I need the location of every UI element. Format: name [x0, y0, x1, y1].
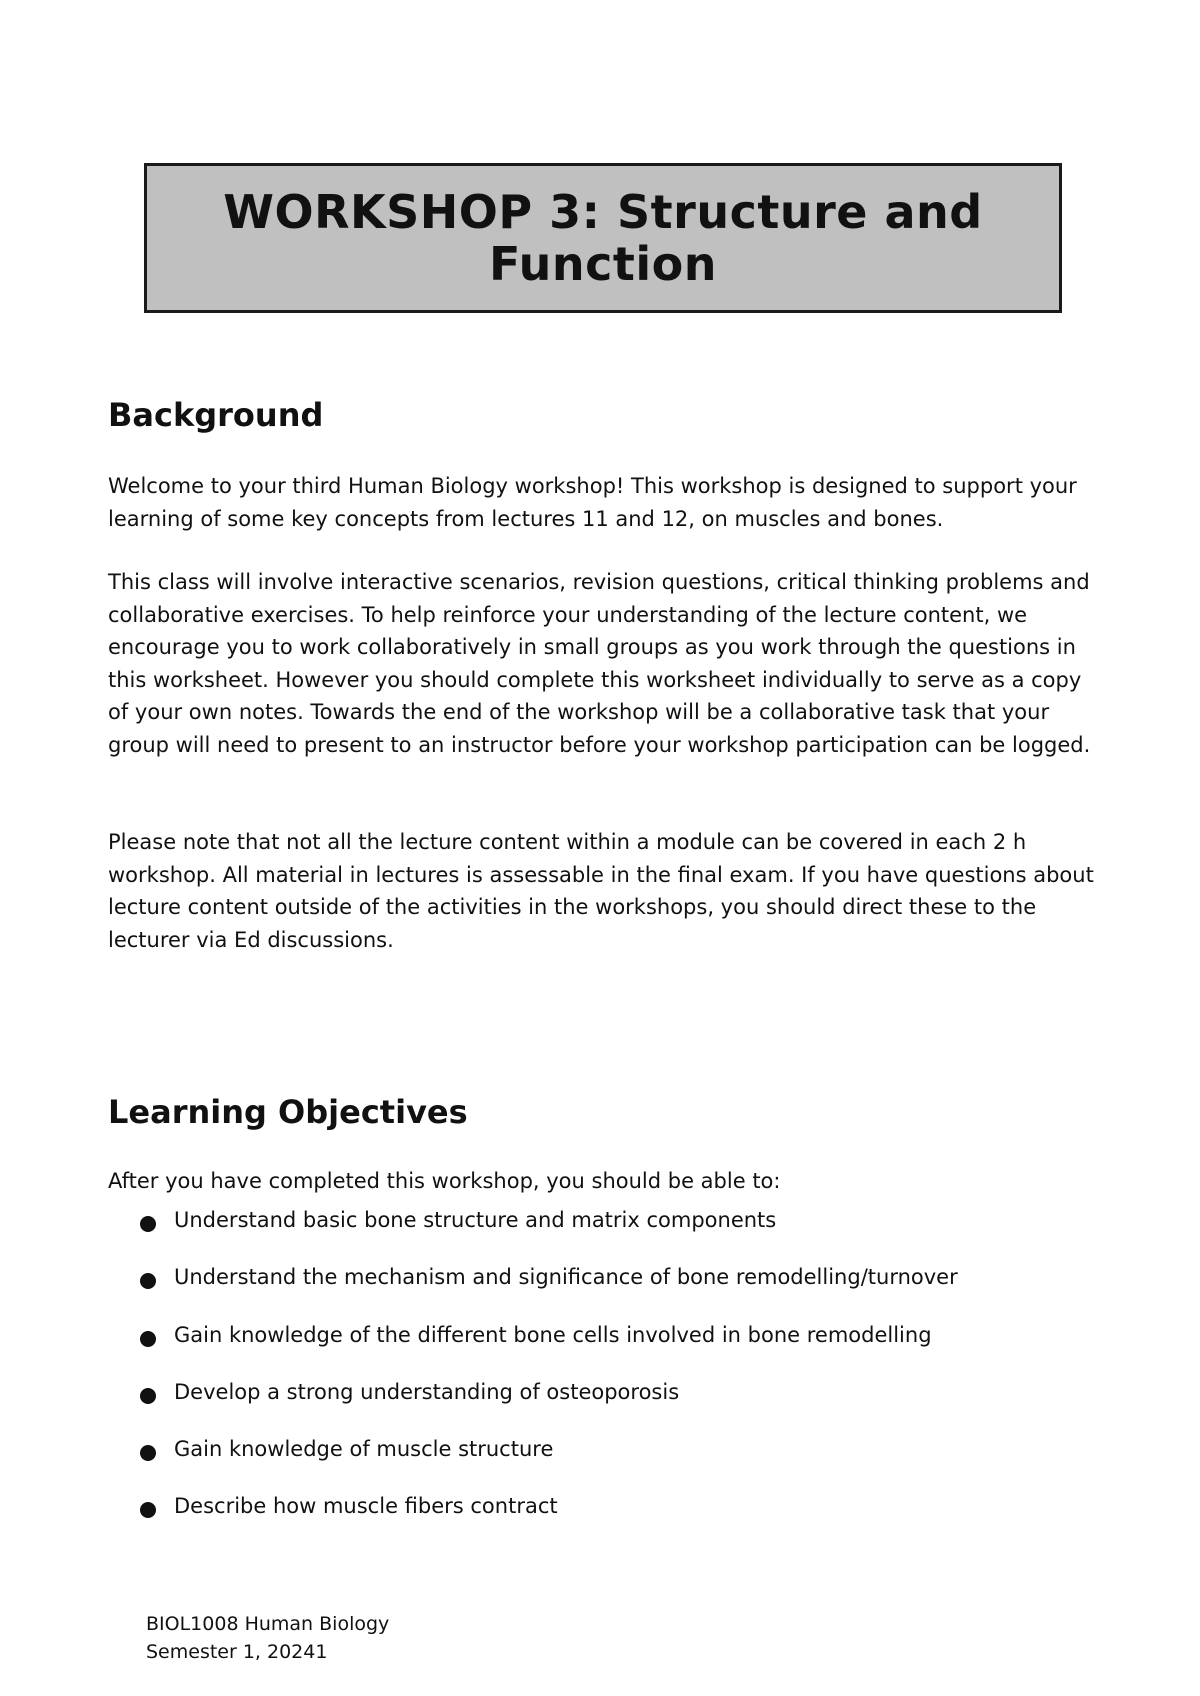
objective-text: Understand the mechanism and significance of bone remodelling/turnover [174, 1265, 958, 1290]
list-item [140, 1319, 958, 1376]
learning-objectives-heading: Learning Objectives [108, 1093, 468, 1131]
learning-objectives-list [140, 1204, 958, 1548]
background-heading: Background [108, 396, 324, 434]
bullet-icon [140, 1331, 156, 1347]
background-paragraph-1: Welcome to your third Human Biology workshop! This workshop is designed to support your learning of some key concepts from lectures 11 and 12, on muscles and bones. [108, 474, 1077, 531]
bullet-icon [140, 1388, 156, 1404]
page-title: WORKSHOP 3: Structure and Function [223, 185, 983, 291]
learning-objectives-intro: After you have completed this workshop, you should be able to: [108, 1169, 781, 1193]
list-item [140, 1490, 958, 1547]
list-item [140, 1433, 958, 1490]
list-item [140, 1261, 958, 1318]
bullet-icon [140, 1502, 156, 1518]
objective-text: Develop a strong understanding of osteoporosis [174, 1379, 680, 1404]
background-paragraph-3: Please note that not all the lecture content within a module can be covered in each 2 h workshop. All material in lectures is assessable in the final exam. If you have questions about lecture content outside of the activities in the workshops, you should direct these to the lecturer via Ed discussions. [108, 830, 1094, 952]
bullet-icon [140, 1445, 156, 1461]
title-box [144, 163, 1062, 313]
bullet-icon [140, 1273, 156, 1289]
bullet-icon [140, 1216, 156, 1232]
list-item [140, 1376, 958, 1433]
footer-semester: Semester 1, 20241 [146, 1641, 328, 1663]
objective-text: Describe how muscle fibers contract [174, 1494, 558, 1519]
background-paragraph-2: This class will involve interactive scenarios, revision questions, critical thinking problems and collaborative exercises. To help reinforce your understanding of the lecture content, we encourage you to work collaboratively in small groups as you work through the questions in this worksheet. However you should complete this worksheet individually to serve as a copy of your own notes. Towards the end of the workshop will be a collaborative task that your group will need to present to an instructor before your workshop participation can be logged. [108, 570, 1091, 757]
page-footer [146, 1610, 389, 1666]
objective-text: Gain knowledge of the different bone cells involved in bone remodelling [174, 1322, 932, 1347]
list-item [140, 1204, 958, 1261]
footer-course: BIOL1008 Human Biology [146, 1613, 390, 1635]
objective-text: Gain knowledge of muscle structure [174, 1437, 554, 1462]
objective-text: Understand basic bone structure and matrix components [174, 1208, 777, 1232]
